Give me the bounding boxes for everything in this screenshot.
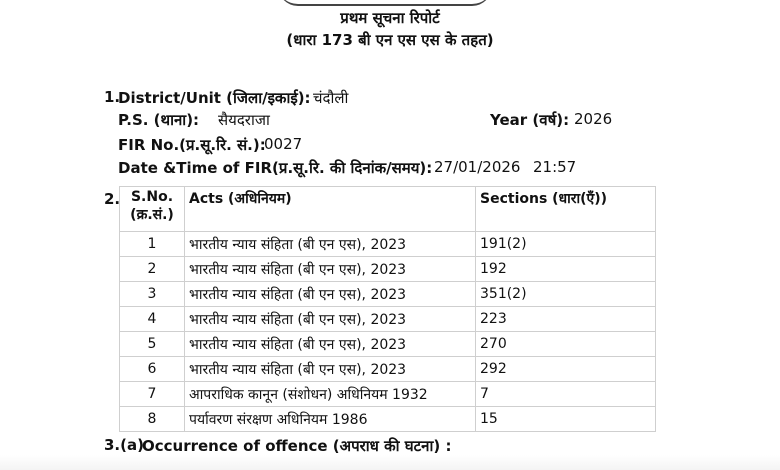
sno-header-label: S.No. (130, 189, 174, 205)
sections-header: Sections (धारा(एँ)) (476, 187, 656, 232)
district-label: District/Unit (जिला/इकाई): (118, 89, 311, 107)
row-sno: 7 (120, 382, 185, 407)
acts-header: Acts (अधिनियम) (185, 187, 476, 232)
row-act: भारतीय न्याय संहिता (बी एन एस), 2023 (185, 232, 476, 257)
table-row (120, 307, 656, 332)
row-act: आपराधिक कानून (संशोधन) अधिनियम 1932 (185, 382, 476, 407)
occurrence-of-offence-label: Occurrence of offence (अपराध की घटना) : (142, 437, 452, 455)
row-section: 223 (476, 307, 656, 332)
police-station-value: सैयदराजा (218, 111, 270, 129)
table-row (120, 357, 656, 382)
table-row (120, 257, 656, 282)
table-header-row (120, 187, 656, 232)
section-3-number: 3.(a) (104, 436, 144, 454)
row-section: 191(2) (476, 232, 656, 257)
row-sno: 6 (120, 357, 185, 382)
district-value: चंदौली (313, 89, 349, 107)
row-section: 270 (476, 332, 656, 357)
section-1-number: 1. (104, 88, 121, 106)
fir-number-label: FIR No.(प्र.सू.रि. सं.): (118, 136, 266, 154)
row-section: 15 (476, 407, 656, 432)
row-act: भारतीय न्याय संहिता (बी एन एस), 2023 (185, 282, 476, 307)
year-value: 2026 (574, 110, 613, 128)
row-sno: 2 (120, 257, 185, 282)
row-act: भारतीय न्याय संहिता (बी एन एस), 2023 (185, 332, 476, 357)
row-section: 7 (476, 382, 656, 407)
document-subtitle: (धारा 173 बी एन एस एस के तहत) (286, 31, 494, 49)
fir-date-value: 27/01/2026 (434, 158, 521, 176)
table-row (120, 382, 656, 407)
table-row (120, 232, 656, 257)
row-section: 192 (476, 257, 656, 282)
sno-header (120, 187, 185, 232)
sno-header-hindi: (क्र.सं.) (130, 207, 174, 223)
row-act: भारतीय न्याय संहिता (बी एन एस), 2023 (185, 307, 476, 332)
row-sno: 5 (120, 332, 185, 357)
document-title: प्रथम सूचना रिपोर्ट (340, 9, 440, 27)
year-label: Year (वर्ष): (490, 111, 570, 129)
row-section: 292 (476, 357, 656, 382)
police-station-label: P.S. (थाना): (118, 111, 200, 129)
cut-off-header-bracket (278, 0, 492, 6)
fir-number-value: 0027 (264, 135, 303, 153)
page-bottom-shade (0, 455, 780, 470)
row-section: 351(2) (476, 282, 656, 307)
row-sno: 4 (120, 307, 185, 332)
table-row (120, 407, 656, 432)
row-sno: 8 (120, 407, 185, 432)
fir-time-value: 21:57 (533, 158, 577, 176)
row-act: भारतीय न्याय संहिता (बी एन एस), 2023 (185, 257, 476, 282)
row-sno: 3 (120, 282, 185, 307)
fir-datetime-label: Date &Time of FIR(प्र.सू.रि. की दिनांक/समय): (118, 159, 433, 177)
table-row (120, 282, 656, 307)
table-row (120, 332, 656, 357)
row-act: भारतीय न्याय संहिता (बी एन एस), 2023 (185, 357, 476, 382)
section-2-number: 2. (104, 190, 121, 208)
row-sno: 1 (120, 232, 185, 257)
row-act: पर्यावरण संरक्षण अधिनियम 1986 (185, 407, 476, 432)
acts-sections-table (119, 186, 656, 432)
